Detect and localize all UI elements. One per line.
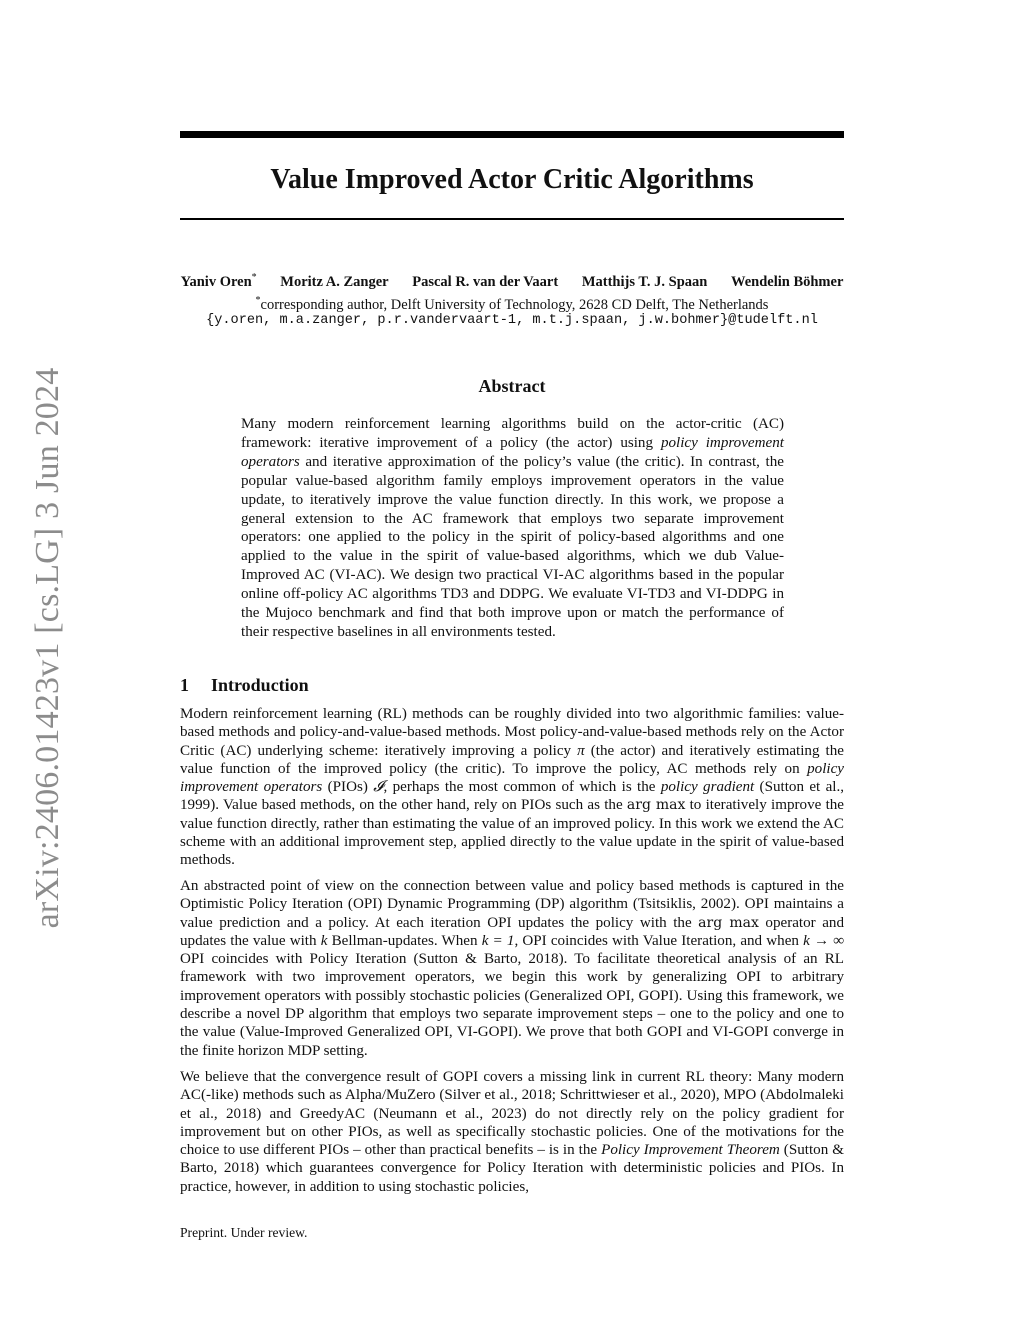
author-name: Wendelin Böhmer <box>731 273 844 290</box>
affiliation-mark: * <box>255 295 261 306</box>
author-name: Pascal R. van der Vaart <box>412 273 559 290</box>
author-emails[interactable]: {y.oren, m.a.zanger, p.r.vandervaart-1, m.t.j.spaan, j.w.bohmer}@tudelft.nl <box>206 313 818 328</box>
affiliation: *corresponding author, Delft University of Technology, 2628 CD Delft, The Netherlands <box>255 295 769 313</box>
title-rule-bottom <box>180 218 844 220</box>
abstract-heading: Abstract <box>478 376 546 396</box>
intro-paragraph-1: Modern reinforcement learning (RL) methods can be roughly divided into two algorithmic families: value-based methods and policy-and-value-based methods. Most policy-and-value-based methods rely on the Actor Critic (AC) underlying scheme: iteratively improving a policy π (the actor) and iteratively estimating the value function of the improved policy (the critic). To improve the policy, AC methods rely on policy improvement operators (PIOs) 𝓘, perhaps the most common of which is the policy gradient (Sutton et al., 1999). Value based methods, on the other hand, rely on PIOs such as the arg max to iteratively improve the value function directly, rather than estimating the value of an improved policy. In this work we extend the AC scheme with an additional improvement step, applied directly to the value update in the spirit of value-based methods. <box>180 706 845 869</box>
author-name: Yaniv Oren* <box>180 272 257 290</box>
author-list <box>170 268 854 292</box>
intro-paragraph-2: An abstracted point of view on the connection between value and policy based methods is captured in the Optimistic Policy Iteration (OPI) Dynamic Programming (DP) algorithm (Tsitsiklis, 2002). OPI maintains a value prediction and a policy. At each iteration OPI updates the policy with the arg max operator and updates the value with k Bellman-updates. When k = 1, OPI coincides with Value Iteration, and when k → ∞ OPI coincides with Policy Iteration (Sutton & Barto, 2018). To facilitate theoretical analysis of an RL framework with two improvement operators, we begin this work by generalizing OPI to arbitrary improvement operators with possibly stochastic policies (Generalized OPI, GOPI). Using this framework, we describe a novel DP algorithm that employs two separate improvement steps – one to the policy and one to the value (Value-Improved Generalized OPI, VI-GOPI). We prove that both GOPI and VI-GOPI converge in the finite horizon MDP setting. <box>180 878 844 1059</box>
paper-title: Value Improved Actor Critic Algorithms <box>270 164 754 195</box>
section-number: 1 <box>180 675 189 695</box>
title-rule-top <box>180 131 844 138</box>
author-name: Matthijs T. J. Spaan <box>581 273 708 290</box>
arxiv-stamp[interactable]: arXiv:2406.01423v1 [cs.LG] 3 Jun 2024 <box>29 367 66 929</box>
author-name: Moritz A. Zanger <box>280 273 389 290</box>
section-title: Introduction <box>211 675 309 695</box>
abstract-body: Many modern reinforcement learning algorithms build on the actor-critic (AC) framework: iterative improvement of a policy (the actor) using policy improvement operators and iterative approximation of the policy’s value (the critic). In contrast, the popular value-based algorithm family employs improvement operators in the value update, to iteratively improve the value function directly. In this work, we propose a general extension to the AC framework that employs two separate improvement operators: one applied to the policy in the spirit of policy-based algorithms and one applied to the value in the spirit of value-based algorithms, which we dub Value-Improved AC (VI-AC). We design two practical VI-AC algorithms based in the popular online off-policy AC algorithms TD3 and DDPG. We evaluate VI-TD3 and VI-DDPG in the Mujoco benchmark and find that both improve upon or match the performance of their respective baselines in all environments tested. <box>241 416 784 640</box>
intro-paragraph-3: We believe that the convergence result of GOPI covers a missing link in current RL theory: Many modern AC(-like) methods such as Alpha/MuZero (Silver et al., 2018; Schrittwieser et al., 2020), MPO (Abdolmaleki et al., 2018) and GreedyAC (Neumann et al., 2023) do not directly rely on the policy gradient for improvement but on other PIOs, as well as specifically stochastic policies. One of the motivations for the choice to use different PIOs – other than practical benefits – is in the Policy Improvement Theorem (Sutton & Barto, 2018) which guarantees convergence for Policy Iteration with deterministic policies and PIOs. In practice, however, in addition to using stochastic policies, <box>180 1069 844 1195</box>
author-footnote-mark: * <box>251 272 257 283</box>
section-heading-introduction <box>180 672 844 698</box>
page-footer: Preprint. Under review. <box>180 1225 308 1240</box>
